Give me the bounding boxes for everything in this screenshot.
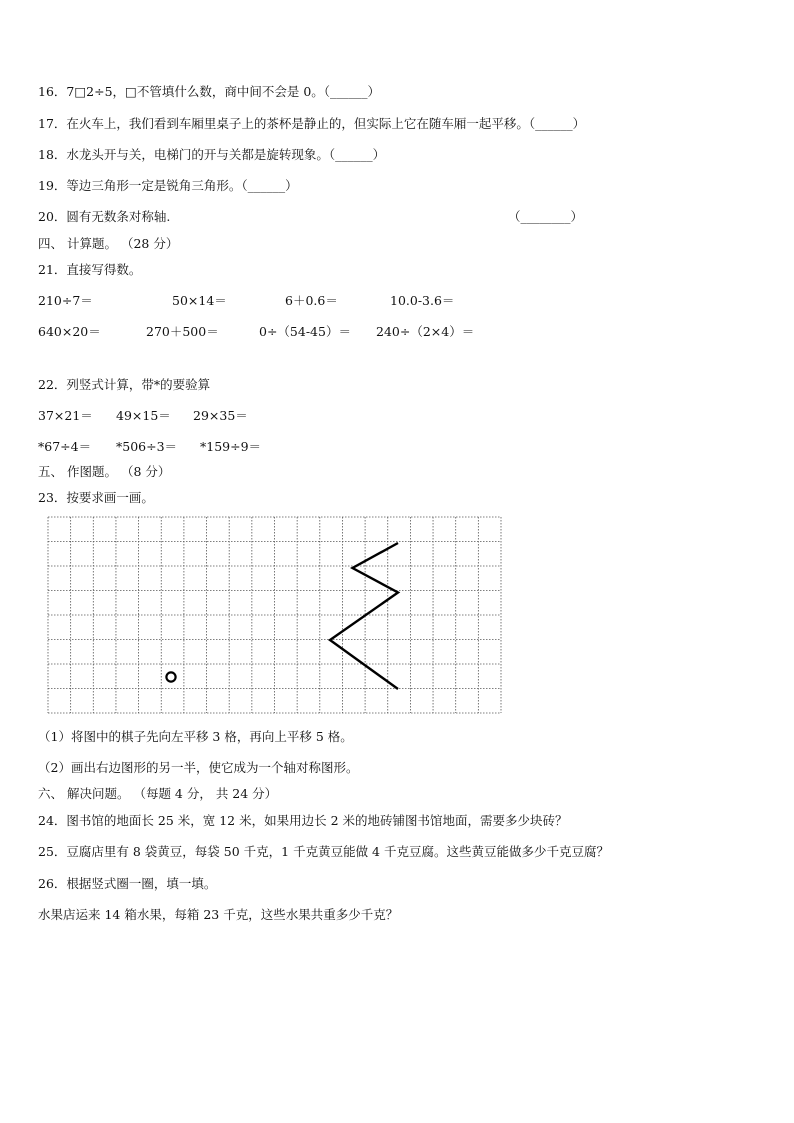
- question-19: [38, 178, 298, 194]
- calc-item: 37×21＝: [38, 408, 93, 423]
- question-20: [38, 209, 170, 225]
- question-text: 等边三角形一定是锐角三角形。（______）: [66, 178, 298, 193]
- calc-item: 10.0-3.6＝: [390, 293, 455, 308]
- drawing-grid: [47, 516, 503, 714]
- question-text: 7□2÷5，□不管填什么数，商中间不会是 0。（______）: [66, 84, 381, 99]
- calc-item: 270＋500＝: [146, 324, 219, 339]
- q22-row-1: [38, 408, 758, 424]
- calc-item: *506÷3＝: [116, 439, 178, 454]
- calc-item: 640×20＝: [38, 324, 101, 339]
- question-23-sub-1: （1）将图中的棋子先向左平移 3 格，再向上平移 5 格。: [38, 729, 353, 744]
- question-22-prompt: 22．列竖式计算，带*的要验算: [38, 377, 211, 392]
- calc-item: 0÷（54-45）＝: [259, 324, 351, 339]
- calc-item: 6＋0.6＝: [285, 293, 338, 308]
- calc-item: 240÷（2×4）＝: [376, 324, 475, 339]
- question-24: 24．图书馆的地面长 25 米，宽 12 米，如果用边长 2 米的地砖铺图书馆地面，需要多少块砖？: [38, 813, 568, 828]
- calc-item: 210÷7＝: [38, 293, 93, 308]
- calc-item: 50×14＝: [172, 293, 227, 308]
- question-23-prompt: 23．按要求画一画。: [38, 490, 154, 505]
- section-heading-4: 四、 计算题。 （28 分）: [38, 236, 179, 251]
- question-25: 25．豆腐店里有 8 袋黄豆，每袋 50 千克，1 千克黄豆能做 4 千克豆腐。这些黄豆能做多少千克豆腐？: [38, 844, 609, 859]
- question-26-prompt: 26．根据竖式圈一圈，填一填。: [38, 876, 217, 891]
- chess-piece: [166, 672, 175, 681]
- question-23-sub-2: （2）画出右边图形的另一半，使它成为一个轴对称图形。: [38, 760, 359, 775]
- question-number: 17．: [38, 116, 67, 131]
- question-number: 16．: [38, 84, 67, 99]
- answer-blank-20[interactable]: （________）: [508, 209, 584, 224]
- calc-item: *67÷4＝: [38, 439, 92, 454]
- q22-row-2: [38, 439, 758, 455]
- calc-item: *159÷9＝: [200, 439, 262, 454]
- question-text: 在火车上，我们看到车厢里桌子上的茶杯是静止的，但实际上它在随车厢一起平移。（______）: [66, 116, 586, 131]
- question-number: 18．: [38, 147, 67, 162]
- q21-row-2: [38, 324, 758, 340]
- question-text: 圆有无数条对称轴.: [66, 209, 171, 224]
- question-18: [38, 147, 385, 163]
- question-21-prompt: 21．直接写得数。: [38, 262, 142, 277]
- question-17: [38, 116, 585, 132]
- section-heading-5: 五、 作图题。 （8 分）: [38, 464, 171, 479]
- q21-row-1: [38, 293, 758, 309]
- calc-item: 29×35＝: [193, 408, 248, 423]
- calc-item: 49×15＝: [116, 408, 171, 423]
- question-number: 20．: [38, 209, 67, 224]
- section-heading-6: 六、 解决问题。 （每题 4 分， 共 24 分）: [38, 786, 278, 801]
- question-26-text: 水果店运来 14 箱水果，每箱 23 千克，这些水果共重多少千克？: [38, 907, 399, 922]
- question-16: [38, 84, 380, 100]
- question-number: 19．: [38, 178, 67, 193]
- question-text: 水龙头开与关，电梯门的开与关都是旋转现象。（______）: [66, 147, 386, 162]
